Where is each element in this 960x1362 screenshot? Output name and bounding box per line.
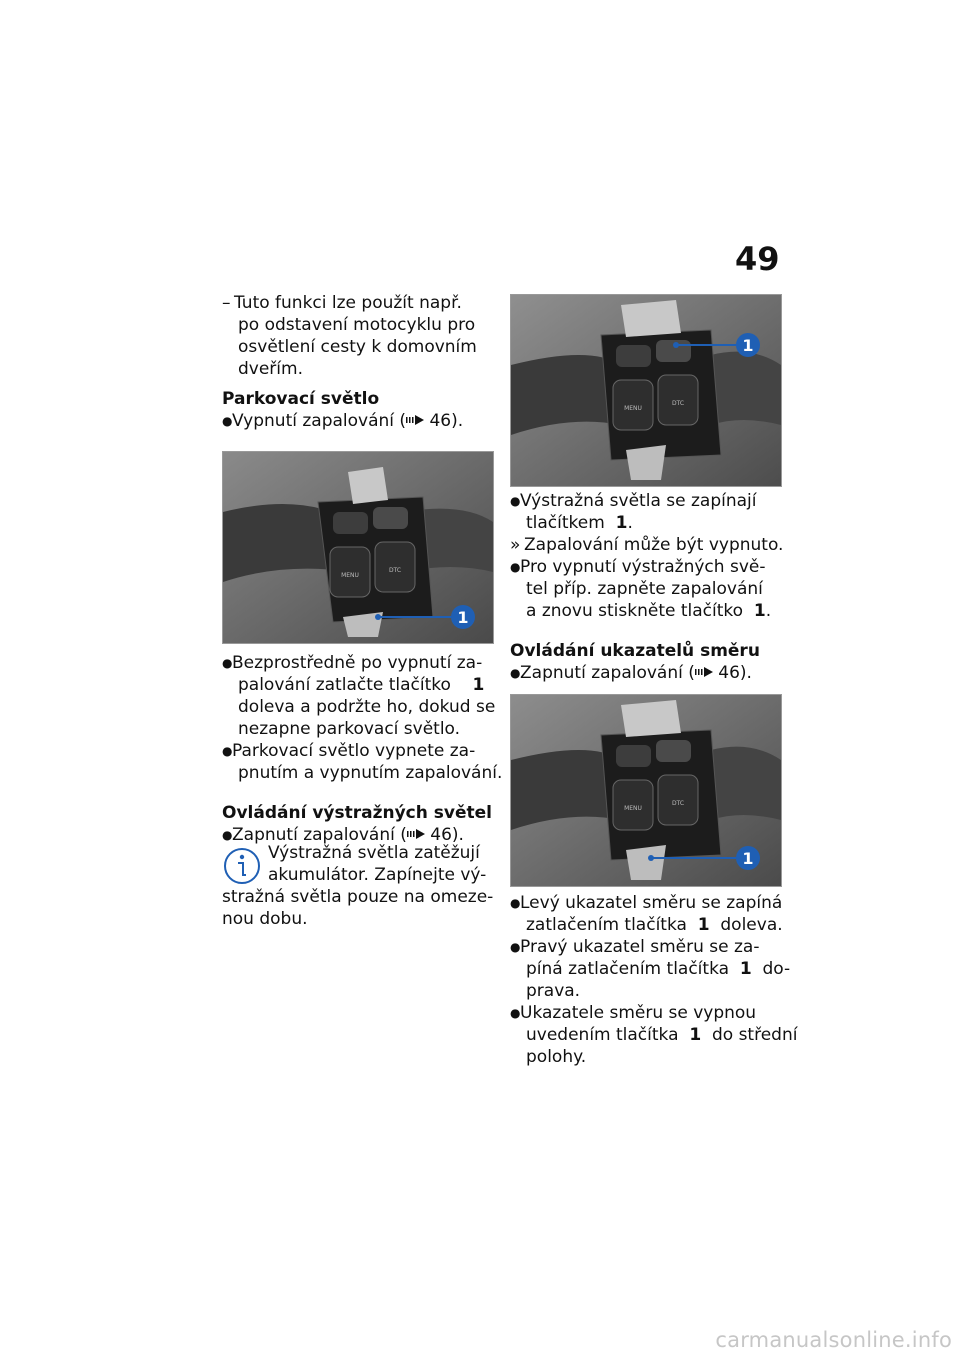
- list-item-cont: palování zatlačte tlačítko 1: [238, 675, 485, 695]
- list-item-cont: tel příp. zapněte zapalování: [526, 579, 763, 599]
- bullet-icon: ●: [510, 1006, 521, 1020]
- watermark: carmanualsonline.info: [715, 1328, 952, 1352]
- list-item-cont: doleva a podržte ho, dokud se: [238, 697, 496, 717]
- bullet-icon: ●: [510, 666, 521, 680]
- dtc-button-label: DTC: [388, 567, 402, 574]
- page-reference-arrow-icon: [695, 667, 713, 677]
- list-item-cont: prava.: [526, 981, 581, 1001]
- list-item-cont: pnutím a vypnutím zapalování.: [238, 763, 503, 783]
- intro-line: osvětlení cesty k domovním: [238, 337, 477, 357]
- info-text-line: nou dobu.: [222, 909, 308, 929]
- list-item: ●Pro vypnutí výstražných svě-: [510, 557, 766, 577]
- page-reference-arrow-icon: [406, 415, 424, 425]
- bullet-icon: ●: [510, 940, 521, 954]
- list-item: ●Výstražná světla se zapínají: [510, 491, 757, 511]
- intro-line: po odstavení motocyklu pro: [238, 315, 476, 335]
- info-icon: [222, 846, 262, 886]
- info-note: [222, 842, 494, 930]
- left-column-lower: [222, 652, 503, 846]
- result-item: » Zapalování může být vypnuto.: [510, 535, 784, 555]
- section-heading-parking-light: Parkovací světlo: [222, 389, 380, 409]
- list-item: ●Ukazatele směru se vypnou: [510, 1003, 757, 1023]
- list-item-cont: a znovu stiskněte tlačítko 1.: [526, 601, 772, 621]
- handlebar-switch-photo-turn-signal: [510, 694, 782, 887]
- bullet-icon: ●: [222, 744, 233, 758]
- list-item-cont: uvedením tlačítka 1 do střední: [526, 1025, 798, 1045]
- callout-number: 1: [742, 849, 754, 868]
- page-reference-arrow-icon: [407, 829, 425, 839]
- handlebar-switch-photo-parking-light: [222, 451, 494, 644]
- section-heading-hazard-lights: Ovládání výstražných světel: [222, 803, 492, 823]
- right-column-lower: [510, 892, 798, 1068]
- result-arrow-icon: »: [510, 535, 521, 555]
- step-ignition-on: ●Zapnutí zapalování ( 46).: [222, 825, 464, 845]
- section-heading-turn-signals: Ovládání ukazatelů směru: [510, 641, 760, 661]
- list-item-cont: zatlačením tlačítka 1 doleva.: [526, 915, 783, 935]
- list-item: ●Parkovací světlo vypnete za-: [222, 741, 476, 761]
- list-item-cont: píná zatlačením tlačítka 1 do-: [526, 959, 791, 979]
- menu-button-label: MENU: [341, 572, 359, 579]
- handlebar-switch-photo-hazard: [510, 294, 782, 487]
- info-text-line: akumulátor. Zapínejte vý-: [268, 865, 487, 885]
- bullet-icon: ●: [510, 494, 521, 508]
- bullet-icon: ●: [222, 656, 233, 670]
- list-item-cont: nezapne parkovací světlo.: [238, 719, 461, 739]
- bullet-icon: ●: [222, 414, 233, 428]
- list-item: ●Pravý ukazatel směru se za-: [510, 937, 760, 957]
- callout-number: 1: [742, 336, 754, 355]
- intro-line: – Tuto funkci lze použít např.: [222, 293, 462, 313]
- page-number: 49: [735, 240, 780, 278]
- list-item: ●Bezprostředně po vypnutí za-: [222, 653, 483, 673]
- info-text-line: stražná světla pouze na omeze-: [222, 887, 494, 907]
- list-item: ●Levý ukazatel směru se zapíná: [510, 893, 783, 913]
- bullet-icon: ●: [510, 896, 521, 910]
- left-column: [222, 292, 494, 432]
- bullet-icon: ●: [222, 828, 233, 842]
- step-ignition-off: ●Vypnutí zapalování ( 46).: [222, 411, 464, 431]
- menu-button-label: MENU: [624, 405, 642, 412]
- intro-line: dveřím.: [238, 359, 303, 379]
- menu-button-label: MENU: [624, 805, 642, 812]
- step-ignition-on: ●Zapnutí zapalování ( 46).: [510, 663, 752, 683]
- list-item-cont: tlačítkem 1.: [526, 513, 633, 533]
- callout-number: 1: [457, 608, 469, 627]
- info-text-line: Výstražná světla zatěžují: [268, 843, 480, 863]
- dtc-button-label: DTC: [671, 400, 685, 407]
- dtc-button-label: DTC: [671, 800, 685, 807]
- list-item-cont: polohy.: [526, 1047, 587, 1067]
- bullet-icon: ●: [510, 560, 521, 574]
- right-column: [510, 490, 782, 684]
